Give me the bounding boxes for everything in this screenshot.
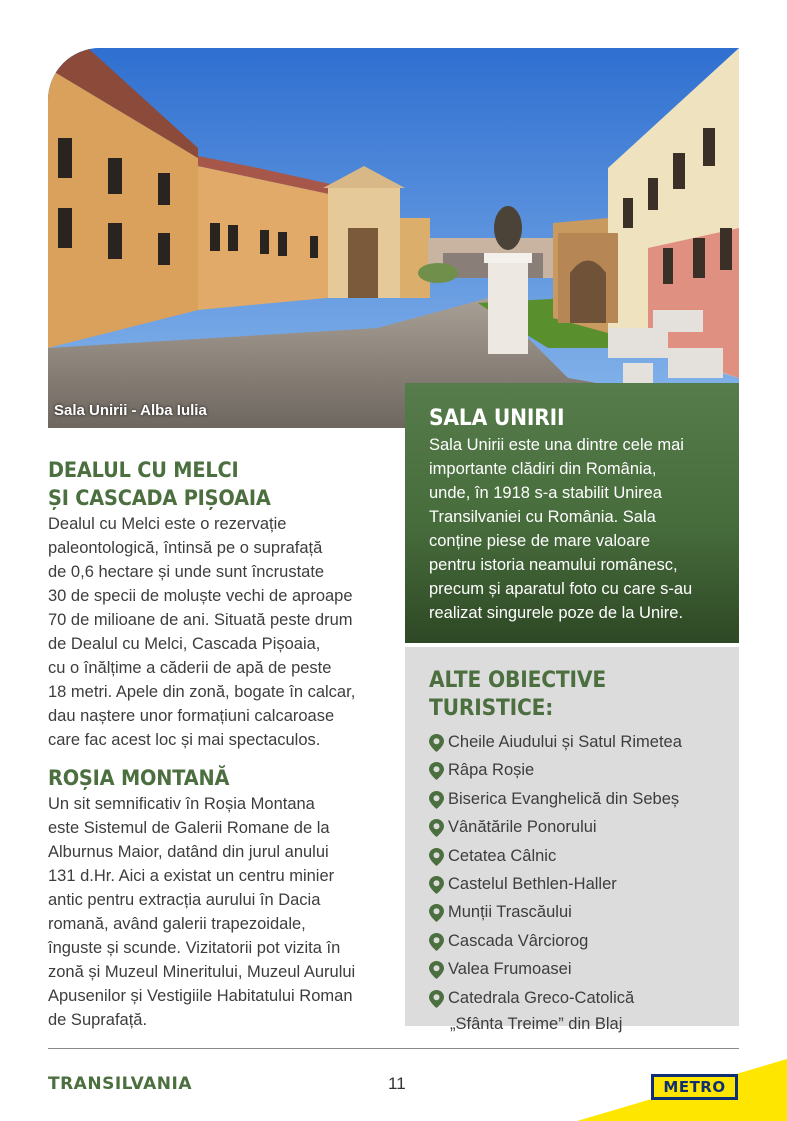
list-item: [429, 728, 729, 756]
sala-unirii-illustration: [48, 48, 739, 428]
list-item-label: Cascada Vârciorog: [448, 931, 589, 950]
text-line: conține piese de mare valoare: [429, 532, 651, 550]
list-item-label: Cheile Aiudului și Satul Rimetea: [448, 733, 682, 751]
page-number: 11: [388, 1074, 406, 1093]
text-line: pentru istoria neamului românesc,: [429, 556, 678, 574]
map-pin-icon: [429, 933, 444, 951]
map-pin-icon: [429, 819, 444, 837]
section-title-rosia: ROȘIA MONTANĂ: [48, 766, 230, 790]
list-item-label: Râpa Roșie: [448, 761, 535, 780]
text-line: precum și aparatul foto cu care s-au: [429, 580, 693, 598]
map-pin-icon: [429, 990, 444, 1008]
metro-logo: [651, 1074, 738, 1100]
text-line: Transilvaniei cu România. Sala: [429, 508, 656, 526]
map-pin-icon: [429, 734, 444, 752]
title-line-1: DEALUL CU MELCI: [48, 458, 239, 482]
list-item: [429, 984, 729, 1036]
text-line: Apusenilor și Vestigiile Habitatului Roman: [48, 987, 353, 1005]
text-line: romană, având galerii trapezoidale,: [48, 915, 306, 933]
map-pin-icon: [429, 762, 444, 780]
text-line: paleontologică, întinsă pe o suprafață: [48, 539, 323, 557]
text-line: Un sit semnificativ în Roșia Montana: [48, 795, 315, 813]
map-pin-icon: [429, 961, 444, 979]
list-item-label: Valea Frumoasei: [448, 960, 572, 979]
text-line: 131 d.Hr. Aici a existat un centru minier: [48, 867, 335, 885]
section-rosia-montana: [48, 764, 388, 1032]
map-pin-icon: [429, 904, 444, 922]
text-line: unde, în 1918 s-a stabilit Unirea: [429, 484, 662, 502]
map-pin-icon: [429, 791, 444, 809]
text-line: 18 metri. Apele din zonă, bogate în calcar,: [48, 683, 356, 701]
section-title-sala: SALA UNIRII: [429, 406, 565, 431]
text-line: de Dealul cu Melci, Cascada Pișoaia,: [48, 635, 321, 653]
list-item: [429, 813, 729, 841]
text-line: înguste și scunde. Vizitatorii pot vizita în: [48, 939, 341, 957]
text-line: care fac acest loc și mai spectaculos.: [48, 731, 321, 749]
text-line: este Sistemul de Galerii Romane de la: [48, 819, 330, 837]
section-sala-unirii: [405, 383, 739, 643]
text-line: 30 de specii de moluște vechi de aproape: [48, 587, 353, 605]
list-item: [429, 870, 729, 898]
text-line: Sala Unirii este una dintre cele mai: [429, 436, 684, 454]
text-line: Alburnus Maior, datând din jurul anului: [48, 843, 329, 861]
text-line: 70 de milioane de ani. Situată peste drum: [48, 611, 353, 629]
section-alte-obiective: [405, 647, 739, 1034]
list-item-label: Castelul Bethlen-Haller: [448, 875, 617, 894]
list-item-label: Cetatea Câlnic: [448, 846, 557, 865]
list-item-label: Vânătările Ponorului: [448, 818, 597, 837]
section-title-dealul: [48, 456, 361, 512]
text-line: realizat singurele poze de la Unire.: [429, 604, 684, 622]
list-item: [429, 785, 729, 813]
list-item: [429, 927, 729, 955]
list-item: [429, 955, 729, 983]
footer-divider: [48, 1048, 739, 1049]
section-body-rosia: [48, 792, 388, 1032]
map-pin-icon: [429, 848, 444, 866]
list-item-label: Munții Trascăului: [448, 903, 572, 922]
text-line: importante clădiri din România,: [429, 460, 657, 478]
list-item-label: Catedrala Greco-Catolică: [448, 988, 635, 1007]
section-dealul-cu-melci: [48, 456, 388, 752]
text-line: de Suprafață.: [48, 1011, 148, 1029]
footer-region: TRANSILVANIA: [48, 1074, 193, 1094]
text-line: cu o înălțime a căderii de apă de peste: [48, 659, 332, 677]
attractions-list: [429, 728, 729, 1036]
list-item-label: Biserica Evanghelică din Sebeș: [448, 789, 680, 808]
list-item-label-line2: „Sfânta Treime” din Blaj: [450, 1015, 623, 1034]
section-title-alte: ALTE OBIECTIVE TURISTICE:: [429, 668, 606, 721]
text-line: dau naștere unor formațiuni calcaroase: [48, 707, 335, 725]
map-pin-icon: [429, 876, 444, 894]
hero-photo: [48, 48, 739, 428]
section-body-sala: [429, 433, 721, 625]
metro-logo-text: METRO: [654, 1077, 735, 1097]
section-body-dealul: [48, 512, 388, 752]
list-item: [429, 842, 729, 870]
text-line: de 0,6 hectare și unde sunt încrustate: [48, 563, 325, 581]
list-item: [429, 898, 729, 926]
photo-caption: Sala Unirii - Alba Iulia: [54, 402, 207, 419]
text-line: zonă și Muzeul Mineritului, Muzeul Aurului: [48, 963, 356, 981]
text-line: Dealul cu Melci este o rezervație: [48, 515, 287, 533]
list-item: [429, 756, 729, 784]
text-line: antic pentru extracția aurului în Dacia: [48, 891, 321, 909]
title-line-2: ȘI CASCADA PIȘOAIA: [48, 486, 271, 510]
